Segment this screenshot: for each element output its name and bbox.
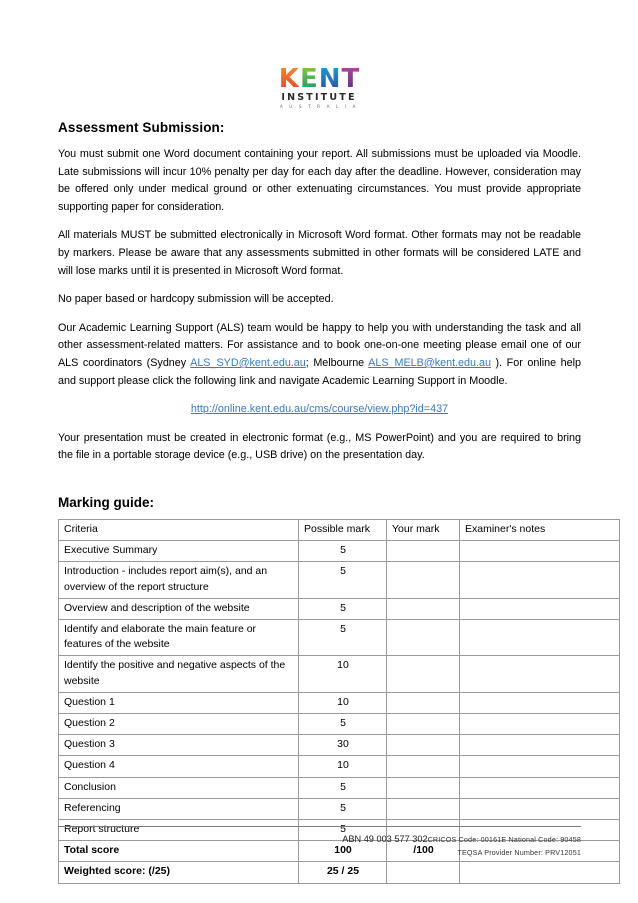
table-row bbox=[59, 756, 620, 777]
cell-criteria: Identify and elaborate the main feature or features of the website bbox=[59, 619, 299, 655]
cell-possible-mark: 5 bbox=[299, 598, 387, 619]
cell-possible-mark: 30 bbox=[299, 735, 387, 756]
table-row-weighted-score bbox=[59, 862, 620, 883]
cell-your-mark[interactable] bbox=[387, 619, 460, 655]
cell-examiner-notes[interactable] bbox=[460, 777, 620, 798]
kent-institute-logo bbox=[278, 66, 359, 109]
cell-your-mark[interactable] bbox=[387, 692, 460, 713]
abn-number: ABN 49 003 577 302 bbox=[342, 834, 428, 844]
cell-examiner-notes[interactable] bbox=[460, 756, 620, 777]
moodle-course-link[interactable]: http://online.kent.edu.au/cms/course/view.php?id=437 bbox=[190, 403, 449, 416]
logo-letter-e: E bbox=[299, 64, 318, 94]
cell-your-mark[interactable] bbox=[387, 798, 460, 819]
cell-examiner-notes[interactable] bbox=[460, 692, 620, 713]
cell-criteria: Total score bbox=[59, 841, 299, 862]
logo-letter-n: N bbox=[318, 64, 341, 94]
footer-line-1 bbox=[58, 832, 581, 846]
page-footer bbox=[58, 826, 581, 859]
cell-examiner-notes[interactable] bbox=[460, 713, 620, 734]
table-row bbox=[59, 798, 620, 819]
email-link-als-melbourne[interactable]: ALS_MELB@kent.edu.au bbox=[368, 356, 491, 369]
cell-your-mark[interactable] bbox=[387, 777, 460, 798]
document-body bbox=[58, 120, 581, 884]
page-title: Assessment Submission: bbox=[58, 120, 225, 135]
als-text-part1: Our Academic Learning Support (ALS) team would be happy to help you with understanding the task and all other assessment-related matters. For assistance and to book one-on-one meeting please email one of our ALS coordinators (Sydney bbox=[58, 321, 581, 369]
cell-criteria: Overview and description of the website bbox=[59, 598, 299, 619]
cell-your-mark[interactable] bbox=[387, 656, 460, 692]
cell-your-mark[interactable] bbox=[387, 756, 460, 777]
cell-examiner-notes[interactable] bbox=[460, 598, 620, 619]
cell-examiner-notes[interactable] bbox=[460, 656, 620, 692]
table-row bbox=[59, 777, 620, 798]
cell-possible-mark: 5 bbox=[299, 713, 387, 734]
logo-australia-text: A U S T R A L I A bbox=[279, 103, 359, 109]
cell-possible-mark: 5 bbox=[299, 562, 387, 598]
cell-your-mark[interactable] bbox=[387, 598, 460, 619]
footer-divider bbox=[58, 826, 581, 827]
email-link-als-sydney[interactable]: ALS_SYD@kent.edu.au bbox=[190, 356, 306, 369]
cell-your-mark[interactable] bbox=[387, 735, 460, 756]
table-row bbox=[59, 656, 620, 692]
cell-criteria: Executive Summary bbox=[59, 541, 299, 562]
cell-your-mark[interactable] bbox=[387, 541, 460, 562]
cell-criteria: Question 4 bbox=[59, 756, 299, 777]
logo-letter-k: K bbox=[278, 64, 299, 94]
paragraph-no-hardcopy: No paper based or hardcopy submission will be accepted. bbox=[58, 293, 334, 306]
table-row bbox=[59, 562, 620, 598]
cell-possible-mark: 10 bbox=[299, 656, 387, 692]
cell-examiner-notes[interactable] bbox=[460, 798, 620, 819]
table-row bbox=[59, 713, 620, 734]
cell-examiner-notes[interactable] bbox=[460, 619, 620, 655]
cell-examiner-notes[interactable] bbox=[460, 862, 620, 883]
teqsa-provider-number: TEQSA Provider Number: PRV12051 bbox=[457, 848, 581, 857]
cell-criteria: Question 2 bbox=[59, 713, 299, 734]
column-header-your-mark: Your mark bbox=[387, 519, 460, 540]
cell-criteria: Introduction - includes report aim(s), and an overview of the report structure bbox=[59, 562, 299, 598]
cell-your-mark[interactable] bbox=[387, 562, 460, 598]
table-header-row bbox=[59, 519, 620, 540]
cell-possible-mark: 10 bbox=[299, 692, 387, 713]
cell-criteria: Referencing bbox=[59, 798, 299, 819]
table-row bbox=[59, 692, 620, 713]
cell-possible-mark: 100 bbox=[299, 841, 387, 862]
cell-criteria: Identify the positive and negative aspects of the website bbox=[59, 656, 299, 692]
table-row bbox=[59, 619, 620, 655]
cell-possible-mark: 5 bbox=[299, 819, 387, 840]
cell-examiner-notes[interactable] bbox=[460, 735, 620, 756]
cell-possible-mark: 5 bbox=[299, 619, 387, 655]
cell-criteria: Conclusion bbox=[59, 777, 299, 798]
cell-your-mark[interactable] bbox=[387, 713, 460, 734]
cell-your-mark[interactable] bbox=[387, 862, 460, 883]
als-text-part3: ). For online help and support please click the following link and navigate Academic Learning Support in Moodle. bbox=[58, 356, 582, 387]
footer-content bbox=[58, 832, 581, 859]
logo-wordmark bbox=[278, 64, 360, 94]
cell-examiner-notes[interactable] bbox=[460, 541, 620, 562]
moodle-url-line bbox=[58, 401, 581, 419]
logo-letter-t: T bbox=[341, 64, 360, 94]
table-row bbox=[59, 735, 620, 756]
paragraph-format-requirements: All materials MUST be submitted electronically in Microsoft Word format. Other formats may not be readable by markers. Please be aware that any assessments submitted in other formats will be considered LATE and will lose marks until it is presented in Microsoft Word format. bbox=[58, 229, 581, 277]
cell-possible-mark: 5 bbox=[299, 541, 387, 562]
column-header-examiner-notes: Examiner's notes bbox=[460, 519, 620, 540]
cell-possible-mark: 10 bbox=[299, 756, 387, 777]
cell-your-mark[interactable]: /100 bbox=[387, 841, 460, 862]
marking-guide-title: Marking guide: bbox=[58, 494, 155, 510]
cell-possible-mark: 5 bbox=[299, 798, 387, 819]
cell-criteria: Question 1 bbox=[59, 692, 299, 713]
als-text-part2: ; Melbourne bbox=[305, 356, 369, 369]
table-row bbox=[59, 541, 620, 562]
logo-institute-text: INSTITUTE bbox=[281, 92, 357, 103]
table-row bbox=[59, 598, 620, 619]
paragraph-submission-instructions: You must submit one Word document containing your report. All submissions must be uploaded via Moodle. Late submissions will incur 10% penalty per day for each day after the deadline. However, consideration may be offered only under medical ground or other extenuating circumstances. You must provide appropriate supporting paper for consideration. bbox=[58, 148, 581, 213]
column-header-criteria: Criteria bbox=[59, 519, 299, 540]
cell-criteria: Weighted score: (/25) bbox=[59, 862, 299, 883]
cell-criteria: Report structure bbox=[59, 819, 299, 840]
cell-criteria: Question 3 bbox=[59, 735, 299, 756]
column-header-possible-mark: Possible mark bbox=[299, 519, 387, 540]
cell-possible-mark: 25 / 25 bbox=[299, 862, 387, 883]
cricos-national-codes: CRICOS Code: 00161E National Code: 90458 bbox=[427, 835, 581, 844]
logo-header bbox=[0, 66, 638, 113]
paragraph-als-support bbox=[58, 320, 581, 390]
paragraph-presentation-requirements: Your presentation must be created in electronic format (e.g., MS PowerPoint) and you are required to bring the file in a portable storage device (e.g., USB drive) on the presentation day. bbox=[58, 431, 581, 462]
cell-possible-mark: 5 bbox=[299, 777, 387, 798]
cell-examiner-notes[interactable] bbox=[460, 562, 620, 598]
